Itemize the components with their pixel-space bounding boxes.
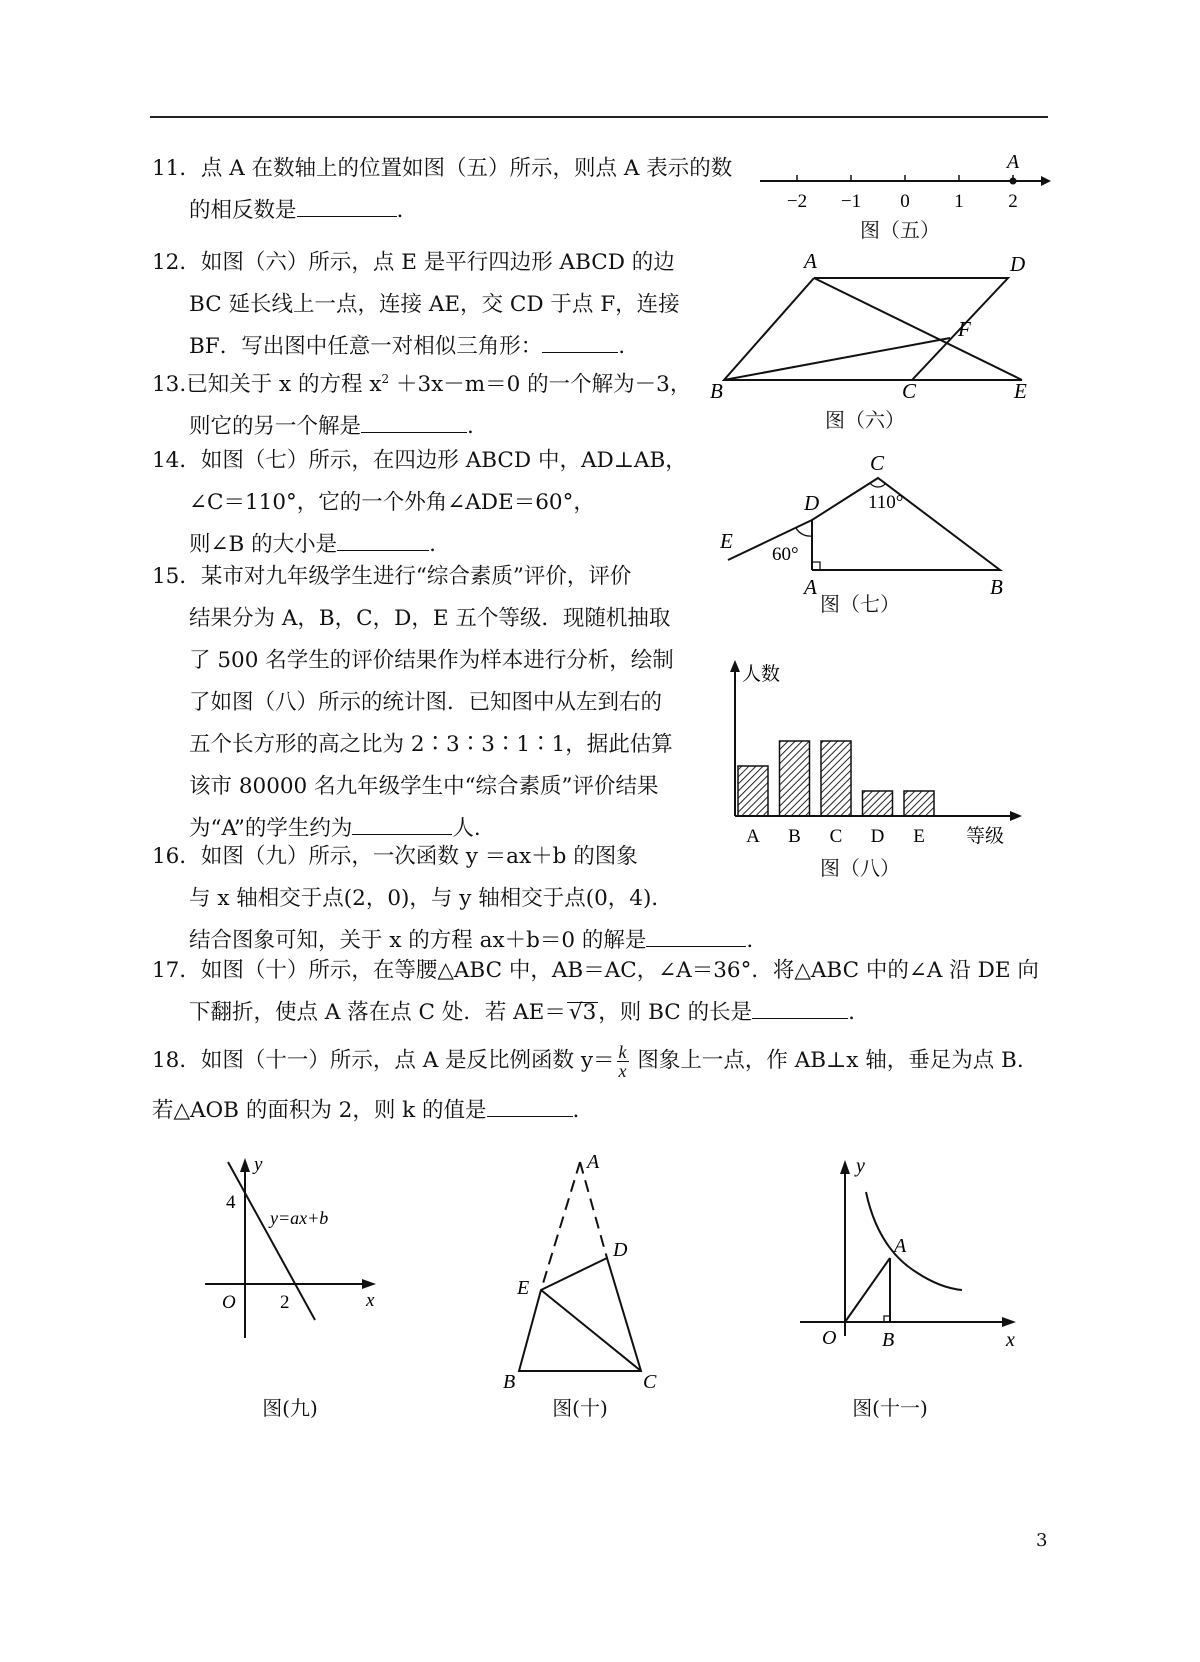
- answer-blank[interactable]: [297, 194, 397, 217]
- vertex-label: A: [804, 250, 817, 273]
- vertex-label: F: [958, 317, 971, 341]
- vertex-label: A: [804, 575, 817, 599]
- figure-7-caption: 图（七）: [820, 592, 900, 616]
- figure-6-parallelogram: [700, 250, 1040, 400]
- x-axis-arrow-icon: [362, 1279, 376, 1289]
- point-a-label: A: [1006, 151, 1020, 173]
- vertex-label: C: [643, 1371, 657, 1390]
- question-14: [152, 440, 687, 566]
- bar-a: [738, 766, 768, 816]
- vertex-label: B: [710, 379, 723, 400]
- exponent: 2: [381, 372, 390, 386]
- answer-blank[interactable]: [361, 410, 467, 433]
- segment-oa: [845, 1258, 890, 1322]
- vertex-label: A: [587, 1151, 600, 1173]
- question-text: 如图（七）所示，在四边形 ABCD 中，AD⊥AB，: [200, 448, 687, 473]
- tick-label: −1: [840, 191, 862, 212]
- bar-c: [821, 741, 851, 816]
- question-text: .: [746, 928, 754, 953]
- angle-d-label: 60°: [772, 544, 799, 565]
- vertex-label: D: [804, 491, 820, 515]
- question-text: 如图（十一）所示，点 A 是反比例函数 y＝: [200, 1048, 615, 1073]
- vertex-label: B: [990, 575, 1003, 599]
- right-angle-mark: [812, 562, 820, 570]
- number-line-arrow-icon: [1041, 176, 1051, 186]
- answer-blank[interactable]: [352, 812, 452, 835]
- point-a-dot: [1010, 178, 1017, 185]
- question-number: 12．: [152, 250, 201, 275]
- tick-label: 0: [900, 191, 910, 212]
- question-number: 14．: [152, 448, 201, 473]
- question-text: 已知关于 x 的方程 x: [186, 372, 382, 398]
- figure-8-caption: 图（八）: [820, 856, 900, 880]
- figure-10-caption: 图(十): [552, 1396, 608, 1420]
- question-text: 如图（九）所示，一次函数 y ＝ax＋b 的图象: [200, 844, 638, 869]
- origin-label: O: [822, 1327, 837, 1349]
- question-text: ∠C＝110°，它的一个外角∠ADE＝60°，: [189, 490, 595, 515]
- vertex-label: C: [902, 379, 917, 400]
- figure-5-caption: 图（五）: [860, 218, 940, 242]
- sqrt-expression: √3: [568, 1000, 597, 1025]
- question-text: 图象上一点，作 AB⊥x 轴，垂足为点 B.: [630, 1048, 1024, 1073]
- point-label: A: [894, 1235, 907, 1257]
- question-number: 13.: [152, 372, 187, 398]
- point-label: B: [882, 1329, 895, 1350]
- question-text: 结果分为 A，B，C，D，E 五个等级．现随机抽取: [189, 606, 671, 631]
- question-text: .: [429, 532, 436, 557]
- question-text: 五个长方形的高之比为 2∶3∶3∶1∶1，据此估算: [189, 732, 673, 757]
- question-text: .: [572, 1098, 580, 1123]
- angle-c-arc: [870, 483, 886, 487]
- sqrt-radicand: 3: [582, 1000, 597, 1025]
- question-text: 的相反数是: [189, 198, 297, 223]
- question-text: 与 x 轴相交于点(2，0)，与 y 轴相交于点(0，4)．: [189, 886, 673, 911]
- segment-bf: [724, 338, 950, 380]
- line-equation-label: y=ax+b: [270, 1208, 329, 1228]
- function-line: [228, 1162, 315, 1320]
- question-17: [152, 950, 1039, 1034]
- figure-9-linear-function: [200, 1150, 390, 1350]
- figure-6-caption: 图（六）: [825, 408, 905, 432]
- bars-group: [738, 741, 934, 847]
- figure-8-bar-chart: [720, 660, 1040, 850]
- header-rule: [150, 116, 1048, 118]
- figure-11-caption: 图(十一): [852, 1396, 928, 1420]
- answer-blank[interactable]: [487, 1094, 573, 1117]
- dashed-segment-ae: [541, 1162, 580, 1290]
- question-text: 则它的另一个解是: [189, 414, 362, 440]
- question-number: 17．: [152, 958, 201, 983]
- y-axis-arrow-icon: [840, 1160, 850, 1174]
- question-text: .: [396, 198, 404, 223]
- y-axis-arrow-icon: [240, 1158, 250, 1172]
- vertex-label: D: [1010, 252, 1026, 276]
- figure-10-isosceles-triangle: [495, 1150, 665, 1390]
- y-axis-label: 人数: [742, 664, 781, 685]
- fraction-denominator: x: [618, 1060, 627, 1081]
- answer-blank[interactable]: [646, 924, 746, 947]
- vertex-label: E: [517, 1277, 530, 1299]
- segment-ae: [814, 278, 1022, 380]
- axis-label: x: [366, 1290, 375, 1311]
- axis-label: y: [856, 1155, 865, 1177]
- question-16: [152, 836, 753, 962]
- answer-blank[interactable]: [752, 996, 848, 1019]
- angle-d-arc: [796, 528, 812, 536]
- x-axis-arrow-icon: [1002, 1317, 1016, 1327]
- question-text: ，则 BC 的长是: [598, 1000, 753, 1025]
- question-text: 结合图象可知，关于 x 的方程 ax＋b＝0 的解是: [189, 928, 647, 953]
- category-label: D: [870, 826, 885, 847]
- question-text: .: [467, 414, 474, 440]
- question-text: 该市 80000 名九年级学生中“综合素质”评价结果: [189, 774, 659, 799]
- question-number: 15．: [152, 564, 201, 589]
- vertex-label: B: [503, 1371, 516, 1390]
- bar-d: [863, 791, 893, 816]
- category-label: E: [913, 826, 925, 847]
- question-text: 了 500 名学生的评价结果作为样本进行分析，绘制: [189, 648, 674, 673]
- question-text: 点 A 在数轴上的位置如图（五）所示，则点 A 表示的数: [200, 156, 733, 181]
- question-11: [152, 148, 732, 232]
- question-text: 如图（十）所示，在等腰△ABC 中，AB＝AC，∠A＝36°．将△ABC 中的∠A 沿 DE 向: [200, 958, 1039, 983]
- question-text: 人.: [452, 816, 481, 841]
- question-12: [152, 242, 680, 368]
- vertex-label: E: [1014, 379, 1027, 400]
- question-text: .: [618, 334, 626, 359]
- figure-11-inverse-function: [790, 1150, 1030, 1350]
- answer-blank[interactable]: [337, 528, 429, 551]
- fraction-k-over-x: [617, 1043, 629, 1080]
- figure-7-quadrilateral: [720, 450, 1020, 600]
- category-label: B: [788, 826, 801, 847]
- hyperbola-curve: [866, 1192, 962, 1290]
- axis-label: x: [1006, 1329, 1015, 1350]
- question-text: 如图（六）所示，点 E 是平行四边形 ABCD 的边: [200, 250, 675, 275]
- question-18: [152, 1036, 1024, 1136]
- question-text: 则∠B 的大小是: [189, 532, 338, 557]
- tick-label: −2: [786, 191, 808, 212]
- question-text: BC 延长线上一点，连接 AE，交 CD 于点 F，连接: [189, 292, 680, 317]
- question-15: [152, 556, 674, 850]
- intercept-label: 4: [226, 1192, 236, 1213]
- page-number: 3: [1036, 1530, 1048, 1551]
- angle-c-label: 110°: [868, 492, 904, 513]
- question-text: 若△AOB 的面积为 2，则 k 的值是: [152, 1098, 487, 1123]
- fraction-numerator: k: [618, 1041, 627, 1062]
- question-number: 18．: [152, 1048, 201, 1073]
- origin-label: O: [222, 1292, 236, 1313]
- question-text: BF．写出图中任意一对相似三角形：: [189, 334, 543, 359]
- bar-b: [780, 741, 810, 816]
- bar-e: [904, 791, 934, 816]
- segment-ec: [541, 1290, 641, 1371]
- axis-label: y: [254, 1154, 263, 1175]
- triangle-outline: [519, 1258, 641, 1371]
- answer-blank[interactable]: [542, 330, 618, 353]
- vertex-label: E: [720, 529, 733, 553]
- dashed-segment-ad: [580, 1162, 607, 1258]
- question-13: [152, 358, 691, 448]
- question-number: 11．: [152, 156, 201, 181]
- quadrilateral-abcd: [812, 478, 1000, 570]
- x-axis-label: 等级: [966, 826, 1005, 847]
- vertex-label: C: [870, 451, 885, 475]
- x-axis-arrow-icon: [1010, 811, 1022, 821]
- segment-de-extension: [728, 520, 812, 560]
- question-text: 了如图（八）所示的统计图．已知图中从左到右的: [189, 690, 663, 715]
- question-text: 下翻折，使点 A 落在点 C 处．若 AE＝: [189, 1000, 566, 1025]
- question-text: ＋3x－m＝0 的一个解为－3，: [389, 372, 692, 398]
- question-number: 16．: [152, 844, 201, 869]
- question-text: 为“A”的学生约为: [189, 816, 353, 841]
- y-axis-arrow-icon: [730, 660, 740, 672]
- vertex-label: D: [613, 1239, 628, 1261]
- tick-label: 2: [1008, 191, 1018, 212]
- category-label: A: [746, 826, 760, 847]
- figure-9-caption: 图(九): [262, 1396, 318, 1420]
- question-text: .: [848, 1000, 855, 1025]
- category-label: C: [829, 826, 843, 847]
- intercept-label: 2: [280, 1292, 290, 1313]
- question-text: 某市对九年级学生进行“综合素质”评价，评价: [200, 564, 632, 589]
- tick-label: 1: [954, 191, 964, 212]
